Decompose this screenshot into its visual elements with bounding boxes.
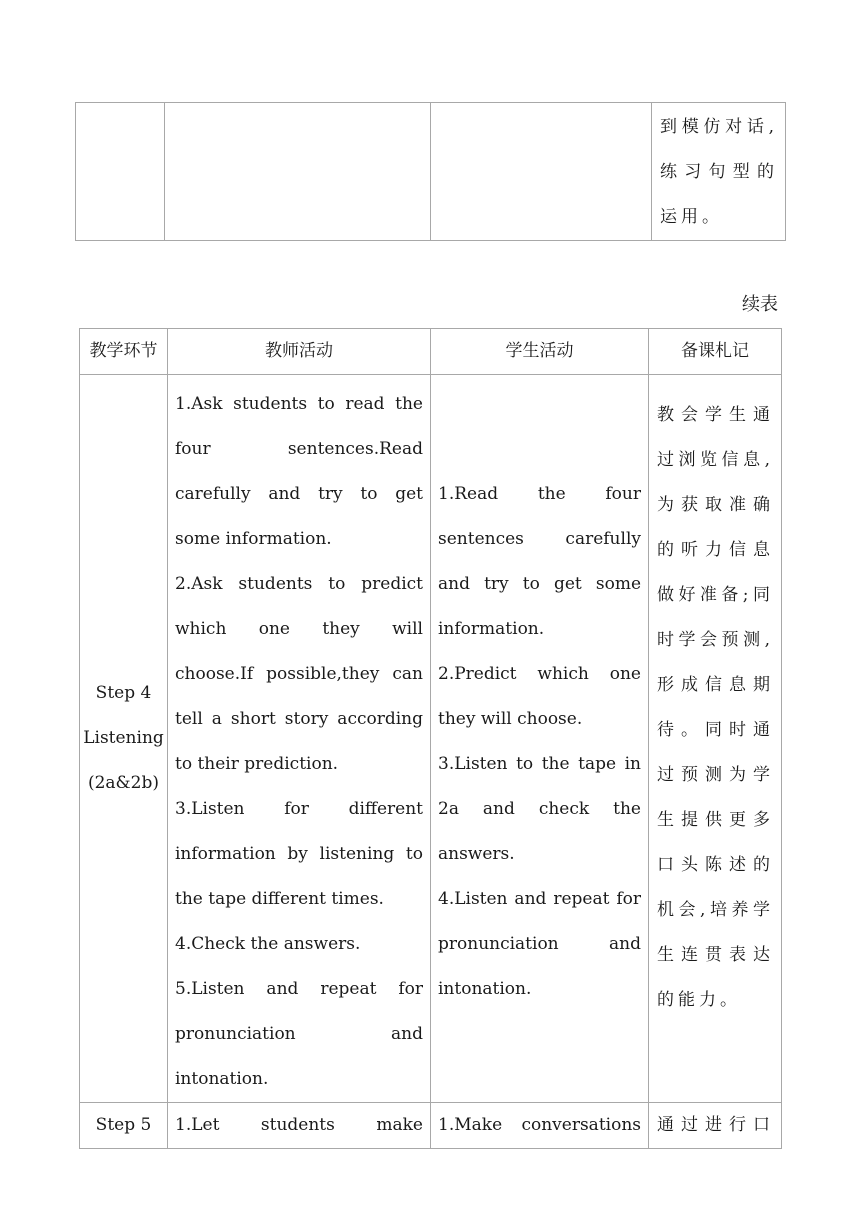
header-notes: 备课札记 (649, 329, 782, 375)
lesson-plan-table (79, 328, 782, 1149)
student-activity-item: 4.Listen and repeat for pronunciation and intonation. (438, 889, 641, 999)
teacher-activity-item: 1.Let students make (175, 1115, 423, 1135)
step-line: Step 4 (95, 683, 152, 703)
teacher-activity-cell (165, 103, 431, 241)
student-activity-item: 1.Read the four sentences carefully and try to get some information. (438, 484, 641, 639)
step-cell (80, 375, 168, 1103)
teacher-activity-item: 4.Check the answers. (175, 934, 361, 954)
table-caption: 续表 (742, 294, 778, 315)
teacher-activity-cell (168, 1103, 431, 1149)
step-line: Listening (83, 728, 164, 748)
notes-cell: 通过进行口 (649, 1103, 782, 1149)
student-activity-item: 2.Predict which one they will choose. (438, 664, 641, 729)
teacher-activity-item: 5.Listen and repeat for pronunciation and intonation. (175, 979, 423, 1089)
step-line: Step 5 (95, 1115, 152, 1135)
step-cell (76, 103, 165, 241)
step-line: (2a&2b) (87, 773, 160, 793)
header-step: 教学环节 (80, 329, 168, 375)
teacher-activity-item: 2.Ask students to predict which one they will choose.If possible,they can tell a short story according to their prediction. (175, 574, 423, 774)
student-activity-cell (431, 103, 652, 241)
header-student-activity: 学生活动 (431, 329, 649, 375)
teacher-activity-cell (168, 375, 431, 1103)
step-cell (80, 1103, 168, 1149)
student-activity-cell (431, 375, 649, 1103)
teacher-activity-item: 1.Ask students to read the four sentences.Read carefully and try to get some information. (175, 394, 423, 549)
table-row (80, 1103, 782, 1149)
table-row (76, 103, 786, 241)
table-header-row (80, 329, 782, 375)
student-activity-cell (431, 1103, 649, 1149)
table-row (80, 375, 782, 1103)
teacher-activity-item: 3.Listen for different information by listening to the tape different times. (175, 799, 423, 909)
header-teacher-activity: 教师活动 (168, 329, 431, 375)
continuation-table (75, 102, 786, 241)
notes-cell: 到模仿对话,练习句型的运用。 (652, 103, 786, 241)
notes-cell: 教会学生通过浏览信息,为获取准确的听力信息做好准备;同时学会预测,形成信息期待。同时通过预测为学生提供更多口头陈述的机会,培养学生连贯表达的能力。 (649, 375, 782, 1103)
student-activity-item: 3.Listen to the tape in 2a and check the answers. (438, 754, 641, 864)
student-activity-item: 1.Make conversations (438, 1115, 641, 1135)
